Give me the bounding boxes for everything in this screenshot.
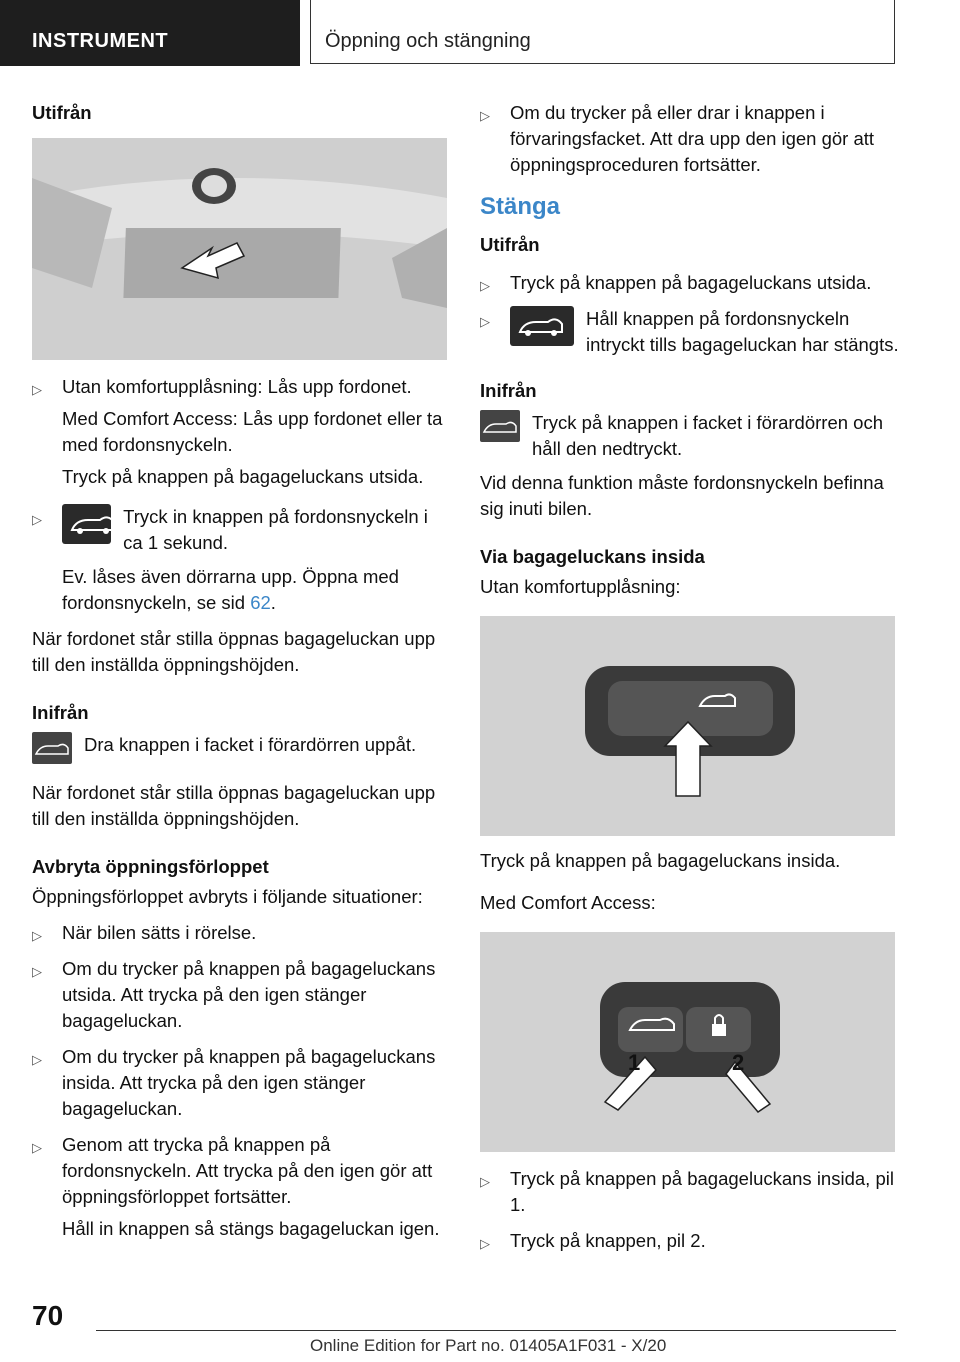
paragraph: När fordonet står stilla öppnas bagageluckan upp till den inställda öppningshöjden. — [32, 782, 436, 829]
paragraph: Med Comfort Access: — [480, 892, 656, 913]
list-item — [480, 1166, 900, 1218]
bullet-triangle-icon: ▷ — [480, 1236, 490, 1251]
page-number: 70 — [32, 1300, 64, 1331]
bullet-triangle-icon: ▷ — [480, 314, 490, 329]
list-item — [480, 100, 900, 178]
right-column — [480, 100, 900, 1264]
list-item — [32, 920, 452, 946]
car-key-trunk-icon — [62, 504, 111, 544]
heading-via: Via bagageluckans insida — [480, 546, 705, 567]
heading-inside: Inifrån — [32, 702, 89, 723]
trunk-inside-button-photo — [480, 616, 895, 836]
list-text: Tryck på knappen på bagageluckans utsida. — [510, 272, 872, 293]
heading-abort: Avbryta öppningsförloppet — [32, 856, 269, 877]
page-link[interactable]: 62 — [250, 592, 271, 613]
comfort-access-buttons-photo — [480, 932, 895, 1152]
bullet-triangle-icon: ▷ — [480, 278, 490, 293]
arrow-label-2: 2 — [732, 1050, 745, 1075]
section-title: INSTRUMENT — [32, 30, 169, 52]
bullet-triangle-icon: ▷ — [32, 512, 42, 527]
list-item — [480, 270, 900, 296]
list-text: Håll in knappen så stängs bagageluckan igen. — [62, 1218, 440, 1239]
list-item — [32, 956, 452, 1034]
paragraph: När fordonet står stilla öppnas bagageluckan upp till den inställda öppningshöjden. — [32, 628, 436, 675]
list-text: Håll knappen på fordonsnyckeln intryckt tills bagageluckan har stängts. — [586, 308, 899, 355]
list-text: Tryck på knappen på bagageluckans utsida. — [62, 466, 424, 487]
footer-divider — [96, 1330, 896, 1331]
bullet-triangle-icon: ▷ — [480, 108, 490, 123]
paragraph: Tryck på knappen på bagageluckans insida. — [480, 850, 841, 871]
heading-outside: Utifrån — [480, 234, 540, 255]
left-column — [32, 100, 452, 1252]
list-text: Om du trycker på knappen på bagageluckans insida. Att trycka på den igen stänger bagageluckan. — [62, 1046, 436, 1119]
bullet-triangle-icon: ▷ — [480, 1174, 490, 1189]
paragraph: Dra knappen i facket i förardörren uppåt. — [84, 734, 417, 755]
list-item — [32, 374, 452, 490]
arrow-label-1: 1 — [628, 1050, 641, 1075]
list-item — [480, 1228, 900, 1254]
list-text: Ev. låses även dörrarna upp. Öppna med fordonsnyckeln, se sid — [62, 566, 399, 613]
list-text: När bilen sätts i rörelse. — [62, 922, 257, 943]
paragraph: Utan komfortupplåsning: — [480, 576, 681, 597]
paragraph: Vid denna funktion måste fordonsnyckeln befinna sig inuti bilen. — [480, 472, 884, 519]
punct: . — [270, 592, 276, 613]
heading-close: Stänga — [480, 193, 561, 220]
bullet-triangle-icon: ▷ — [32, 1140, 42, 1155]
paragraph: Öppningsförloppet avbryts i följande situationer: — [32, 886, 423, 907]
list-text: Tryck på knappen, pil 2. — [510, 1230, 706, 1251]
bullet-triangle-icon: ▷ — [32, 964, 42, 979]
list-text: Tryck in knappen på fordonsnyckeln i ca 1 sekund. — [123, 506, 428, 553]
list-item — [480, 306, 900, 358]
list-text: Genom att trycka på knappen på fordonsnyckeln. Att trycka på den igen gör att öppningsförloppet fortsätter. — [62, 1134, 433, 1207]
door-button-icon — [32, 732, 72, 764]
list-text: Utan komfortupplåsning: Lås upp fordonet. — [62, 376, 412, 397]
paragraph: Tryck på knappen i facket i förardörren och håll den nedtryckt. — [532, 412, 883, 459]
list-text: Tryck på knappen på bagageluckans insida, pil 1. — [510, 1168, 894, 1215]
bullet-triangle-icon: ▷ — [32, 1052, 42, 1067]
bullet-triangle-icon: ▷ — [32, 382, 42, 397]
heading-outside: Utifrån — [32, 102, 92, 123]
list-item — [32, 1044, 452, 1122]
heading-inside: Inifrån — [480, 380, 537, 401]
trunk-exterior-photo — [32, 138, 447, 360]
header-chapter — [310, 0, 895, 64]
list-text: Om du trycker på eller drar i knappen i förvaringsfacket. Att dra upp den igen gör att öppningsproceduren fortsätter. — [510, 102, 875, 175]
footer-edition: Online Edition for Part no. 01405A1F031 - X/20 — [310, 1336, 667, 1355]
door-button-icon — [480, 410, 520, 442]
car-key-trunk-icon — [510, 306, 574, 346]
list-text: Med Comfort Access: Lås upp fordonet eller ta med fordonsnyckeln. — [62, 408, 443, 455]
list-text: Om du trycker på knappen på bagageluckans utsida. Att trycka på den igen stänger bagageluckan. — [62, 958, 436, 1031]
bullet-triangle-icon: ▷ — [32, 928, 42, 943]
list-item — [32, 1132, 452, 1242]
header-section — [0, 0, 300, 66]
chapter-title: Öppning och stängning — [325, 30, 531, 52]
list-item — [32, 504, 452, 616]
